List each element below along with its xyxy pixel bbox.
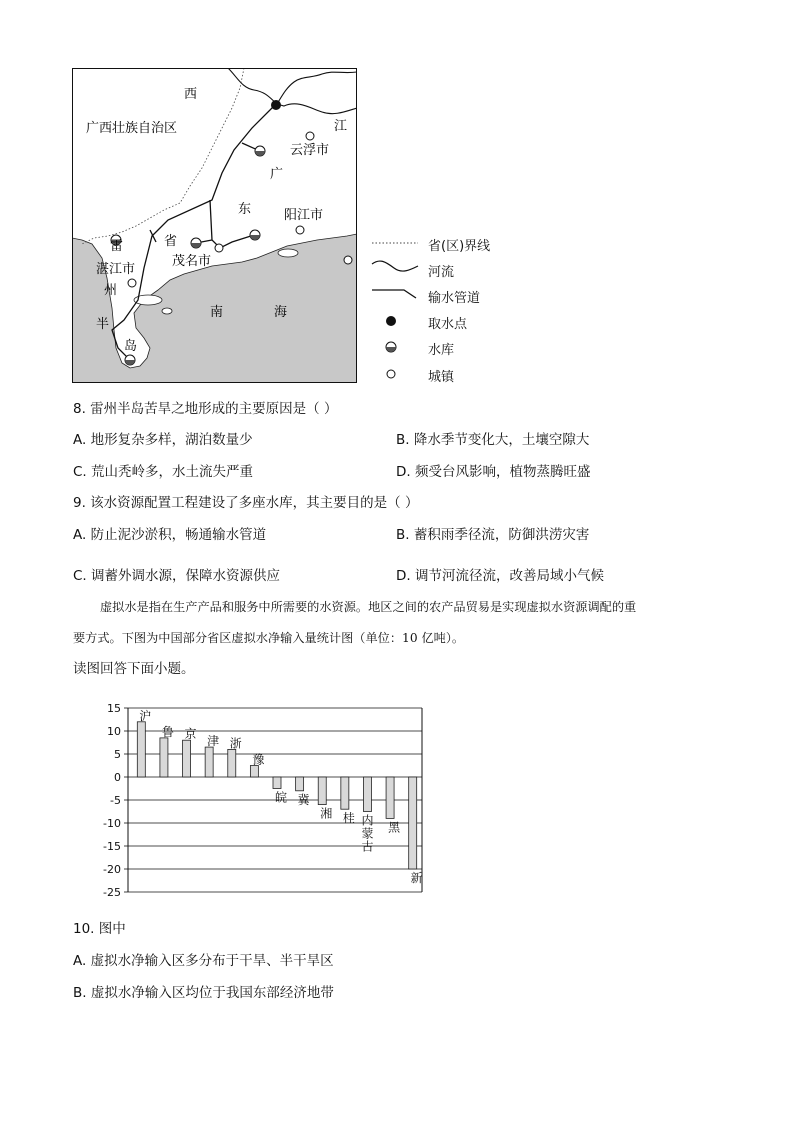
question-8-option-a[interactable]: A. 地形复杂多样，湖泊数量少: [73, 432, 253, 448]
y-tick-label: 0: [114, 771, 121, 784]
y-tick-label: -5: [110, 794, 121, 807]
bar: [273, 777, 281, 789]
reservoir-icon: [250, 230, 260, 240]
pipeline-icon: [372, 290, 416, 298]
wavy-line-icon: [372, 261, 418, 271]
map-label: 岛: [124, 339, 138, 354]
legend-label-boundary: 省(区)界线: [428, 239, 491, 254]
y-tick-label: 5: [114, 748, 121, 761]
reservoir-icon: [191, 238, 201, 248]
category-label: 皖: [274, 790, 288, 805]
map-label: 西: [184, 87, 198, 102]
bar: [250, 766, 258, 778]
category-label: 沪: [139, 708, 152, 723]
map-label: 阳江市: [284, 208, 324, 223]
filled-dot-icon: [386, 316, 396, 326]
instruction: 读图回答下面小题。: [73, 661, 195, 677]
bar: [205, 747, 213, 777]
category-label: 浙: [229, 736, 242, 751]
map-label: 海: [274, 305, 288, 320]
category-label: 新: [410, 871, 423, 885]
question-10-option-a[interactable]: A. 虚拟水净输入区多分布于干旱、半干旱区: [73, 953, 334, 969]
passage-line-1: 虚拟水是指在生产产品和服务中所需要的水资源。地区之间的农产品贸易是实现虚拟水资源调配的重: [100, 600, 637, 614]
question-8-option-b[interactable]: B. 降水季节变化大，土壤空隙大: [396, 432, 590, 448]
y-tick-label: 15: [107, 702, 121, 715]
y-tick-label: -10: [103, 817, 121, 830]
passage-line-2: 要方式。下图为中国部分省区虚拟水净输入量统计图（单位：10 亿吨）。: [73, 631, 465, 645]
category-label: 津: [207, 734, 220, 749]
bar: [341, 777, 349, 809]
category-label: 京: [184, 727, 197, 742]
water-diversion-map: [72, 68, 357, 383]
category-label: 内: [361, 813, 374, 828]
y-tick-label: -20: [103, 863, 121, 876]
bar: [228, 749, 236, 777]
y-tick-label: -15: [103, 840, 121, 853]
bar: [160, 738, 168, 777]
category-label: 豫: [252, 752, 265, 767]
question-9-option-a[interactable]: A. 防止泥沙淤积，畅通输水管道: [73, 527, 267, 543]
hollow-dot-icon: [387, 370, 395, 378]
map-label: 湛江市: [96, 262, 136, 277]
map-label: 东: [238, 202, 252, 217]
category-label: 鲁: [161, 724, 174, 739]
category-label: 黑: [388, 820, 401, 835]
question-9-option-b[interactable]: B. 蓄积雨季径流，防御洪涝灾害: [396, 527, 590, 543]
river: [228, 68, 357, 114]
legend-label-reservoir: 水库: [428, 343, 455, 358]
bar: [318, 777, 326, 805]
half-filled-dot-icon: [386, 342, 396, 352]
bar: [296, 777, 304, 791]
question-8-option-c[interactable]: C. 荒山秃岭多，水土流失严重: [73, 464, 254, 480]
y-tick-label: -25: [103, 886, 121, 898]
map-label: 茂名市: [172, 254, 212, 269]
question-8-stem: 8. 雷州半岛苦旱之地形成的主要原因是（ ）: [73, 401, 338, 417]
legend-label-river: 河流: [428, 265, 455, 280]
map-label: 半: [96, 317, 110, 332]
question-9-option-d[interactable]: D. 调节河流径流，改善局域小气候: [396, 568, 604, 584]
legend-icons: [370, 232, 530, 387]
map-svg: [72, 68, 357, 383]
category-label: 蒙: [361, 826, 374, 841]
legend-label-intake: 取水点: [428, 317, 468, 332]
question-10-option-b[interactable]: B. 虚拟水净输入区均位于我国东部经济地带: [73, 985, 334, 1001]
intake-point-icon: [271, 100, 281, 110]
map-label: 州: [104, 283, 118, 298]
question-8-option-d[interactable]: D. 频受台风影响，植物蒸腾旺盛: [396, 464, 591, 480]
category-label: 桂: [342, 811, 355, 826]
y-tick-label: 10: [107, 725, 121, 738]
map-label: 南: [210, 305, 224, 320]
chart-svg: [90, 698, 430, 898]
bar: [363, 777, 371, 812]
town-icon: [128, 279, 136, 287]
map-label: 江: [334, 119, 348, 134]
river: [277, 72, 357, 104]
map-label: 省: [164, 234, 178, 249]
bar: [137, 722, 145, 777]
category-label: 湘: [320, 806, 333, 821]
map-label: 云浮市: [290, 143, 330, 158]
town-icon: [344, 256, 352, 264]
reservoir-icon: [255, 146, 265, 156]
bar: [386, 777, 394, 818]
virtual-water-chart: [90, 698, 430, 898]
category-label: 古: [361, 839, 374, 854]
town-icon: [215, 244, 223, 252]
island: [278, 249, 298, 257]
map-label: 广: [270, 167, 284, 182]
bar: [409, 777, 417, 869]
legend-label-pipeline: 输水管道: [428, 291, 481, 306]
question-9-option-c[interactable]: C. 调蓄外调水源，保障水资源供应: [73, 568, 281, 584]
town-icon: [296, 226, 304, 234]
province-boundary: [82, 68, 244, 244]
map-legend: [370, 232, 530, 387]
question-10-stem: 10. 图中: [73, 921, 126, 937]
bar: [183, 740, 191, 777]
category-label: 冀: [297, 792, 310, 807]
map-label: 雷: [110, 239, 124, 254]
town-icon: [306, 132, 314, 140]
island: [162, 308, 172, 314]
legend-label-town: 城镇: [428, 370, 455, 385]
reservoir-icon: [125, 355, 135, 365]
question-9-stem: 9. 该水资源配置工程建设了多座水库，其主要目的是（ ）: [73, 495, 419, 511]
map-label: 广西壮族自治区: [86, 121, 178, 136]
